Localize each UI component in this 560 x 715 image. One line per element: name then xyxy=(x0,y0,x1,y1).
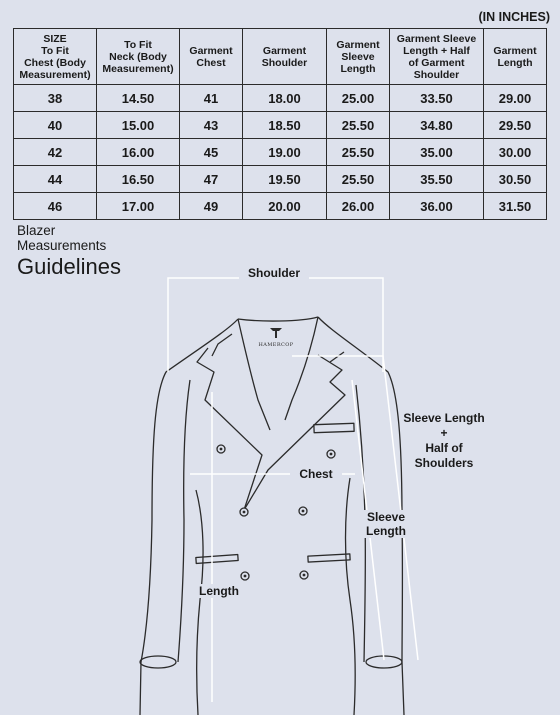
table-cell: 26.00 xyxy=(327,193,390,220)
table-cell: 35.50 xyxy=(390,166,484,193)
unit-note: (IN INCHES) xyxy=(478,10,550,24)
heading-line-1: Blazer xyxy=(17,223,56,238)
table-header-cell: Garment Length xyxy=(484,29,547,85)
table-cell: 46 xyxy=(14,193,97,220)
table-cell: 35.00 xyxy=(390,139,484,166)
table-cell: 30.00 xyxy=(484,139,547,166)
label-length: Length xyxy=(196,584,242,598)
table-header-cell: Garment Sleeve Length + Half of Garment Shoulder xyxy=(390,29,484,85)
blazer-collar xyxy=(238,317,318,321)
table-cell: 45 xyxy=(180,139,243,166)
table-cell: 33.50 xyxy=(390,85,484,112)
heading-line-2: Measurements xyxy=(17,238,107,253)
table-header-cell: Garment Chest xyxy=(180,29,243,85)
table-cell: 29.00 xyxy=(484,85,547,112)
table-header-cell: Garment Shoulder xyxy=(243,29,327,85)
table-cell: 38 xyxy=(14,85,97,112)
table-cell: 17.00 xyxy=(97,193,180,220)
label-sleeve: Sleeve Length xyxy=(356,510,416,538)
table-cell: 25.00 xyxy=(327,85,390,112)
blazer-sleeve-left xyxy=(178,380,190,662)
pocket-left xyxy=(196,555,238,564)
table-cell: 36.00 xyxy=(390,193,484,220)
table-cell: 43 xyxy=(180,112,243,139)
table-cell: 30.50 xyxy=(484,166,547,193)
table-cell: 16.00 xyxy=(97,139,180,166)
table-cell: 19.00 xyxy=(243,139,327,166)
pocket-right xyxy=(308,554,350,562)
table-cell: 44 xyxy=(14,166,97,193)
table-cell: 41 xyxy=(180,85,243,112)
table-header-cell: Garment Sleeve Length xyxy=(327,29,390,85)
table-cell: 47 xyxy=(180,166,243,193)
blazer-lapel-left xyxy=(197,348,262,510)
label-sleeve-half: Sleeve Length + Half of Shoulders xyxy=(403,411,485,470)
brand-wordmark: HAMERCOP xyxy=(258,342,294,348)
table-cell: 14.50 xyxy=(97,85,180,112)
table-cell: 25.50 xyxy=(327,166,390,193)
table-header-cell: SIZE To Fit Chest (Body Measurement) xyxy=(14,29,97,85)
table-cell: 20.00 xyxy=(243,193,327,220)
table-header-cell: To Fit Neck (Body Measurement) xyxy=(97,29,180,85)
table-cell: 25.50 xyxy=(327,139,390,166)
cuff-left xyxy=(140,656,176,668)
heading-title: Guidelines xyxy=(17,254,121,279)
table-cell: 18.00 xyxy=(243,85,327,112)
table-cell: 25.50 xyxy=(327,112,390,139)
table-cell: 31.50 xyxy=(484,193,547,220)
table-cell: 42 xyxy=(14,139,97,166)
label-chest: Chest xyxy=(290,467,342,481)
table-cell: 34.80 xyxy=(390,112,484,139)
table-cell: 29.50 xyxy=(484,112,547,139)
label-shoulder: Shoulder xyxy=(239,266,309,280)
table-cell: 40 xyxy=(14,112,97,139)
breast-pocket xyxy=(314,423,354,432)
table-cell: 15.00 xyxy=(97,112,180,139)
table-cell: 16.50 xyxy=(97,166,180,193)
table-cell: 18.50 xyxy=(243,112,327,139)
table-cell: 19.50 xyxy=(243,166,327,193)
brand-logo-icon xyxy=(270,328,282,338)
table-cell: 49 xyxy=(180,193,243,220)
